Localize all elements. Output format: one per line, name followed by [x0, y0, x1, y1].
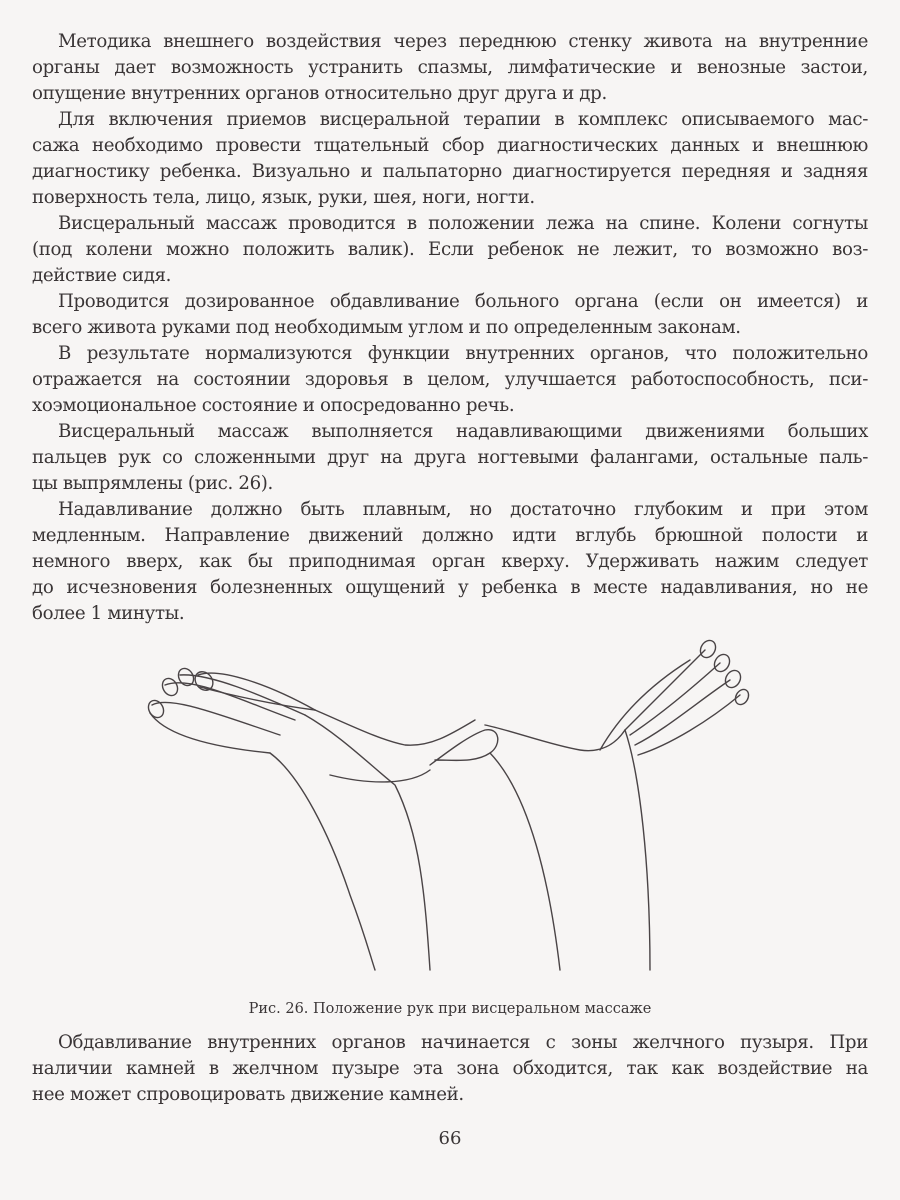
text-line: Для включения приемов висцеральной терапии в комплекс описываемого мас- — [58, 109, 868, 130]
paragraph — [32, 107, 868, 211]
hands-illustration — [130, 635, 770, 980]
paragraph — [32, 289, 868, 341]
text-line: более 1 минуты. — [32, 603, 185, 624]
text-line: отражается на состоянии здоровья в целом, улучшается работоспособность, пси- — [32, 369, 868, 390]
paragraph — [32, 29, 868, 107]
text-line: нее может спровоцировать движение камней. — [32, 1084, 464, 1105]
paragraph — [32, 211, 868, 289]
text-line: цы выпрямлены (рис. 26). — [32, 473, 273, 494]
text-line: (под колени можно положить валик). Если ребенок не лежит, то возможно воз- — [32, 239, 868, 260]
text-line: Проводится дозированное обдавливание больного органа (если он имеется) и — [58, 291, 868, 312]
paragraph — [32, 419, 868, 497]
text-line: наличии камней в желчном пузыре эта зона обходится, так как воздействие на — [32, 1058, 868, 1079]
text-line: Висцеральный массаж выполняется надавливающими движениями больших — [58, 421, 868, 442]
text-line: диагностику ребенка. Визуально и пальпаторно диагностируется передняя и задняя — [32, 161, 868, 182]
text-line: Висцеральный массаж проводится в положении лежа на спине. Колени согнуты — [58, 213, 868, 234]
text-line: Обдавливание внутренних органов начинается с зоны желчного пузыря. При — [58, 1032, 868, 1053]
text-line: хоэмоциональное состояние и опосредованно речь. — [32, 395, 515, 416]
text-line: В результате нормализуются функции внутренних органов, что положительно — [58, 343, 868, 364]
text-line: органы дает возможность устранить спазмы, лимфатические и венозные застои, — [32, 57, 868, 78]
paragraph — [32, 497, 868, 627]
text-line: немного вверх, как бы приподнимая орган кверху. Удерживать нажим следует — [32, 551, 868, 572]
body-text-top — [32, 29, 868, 627]
text-line: пальцев рук со сложенными друг на друга ногтевыми фалангами, остальные паль- — [32, 447, 868, 468]
text-line: всего живота руками под необходимым углом и по определенным законам. — [32, 317, 741, 338]
text-line: Надавливание должно быть плавным, но достаточно глубоким и при этом — [58, 499, 868, 520]
text-line: поверхность тела, лицо, язык, руки, шея, ноги, ногти. — [32, 187, 535, 208]
paragraph — [32, 341, 868, 419]
text-line: сажа необходимо провести тщательный сбор диагностических данных и внешнюю — [32, 135, 868, 156]
text-line: до исчезновения болезненных ощущений у ребенка в месте надавливания, но не — [32, 577, 868, 598]
text-line: Методика внешнего воздействия через переднюю стенку живота на внутренние — [58, 31, 868, 52]
page-number: 66 — [438, 1128, 462, 1149]
figure-caption: Рис. 26. Положение рук при висцеральном массаже — [248, 1001, 652, 1017]
body-text-bottom — [32, 1030, 868, 1108]
text-line: медленным. Направление движений должно идти вглубь брюшной полости и — [32, 525, 868, 546]
paragraph — [32, 1030, 868, 1108]
text-line: действие сидя. — [32, 265, 172, 286]
text-line: опущение внутренних органов относительно друг друга и др. — [32, 83, 607, 104]
